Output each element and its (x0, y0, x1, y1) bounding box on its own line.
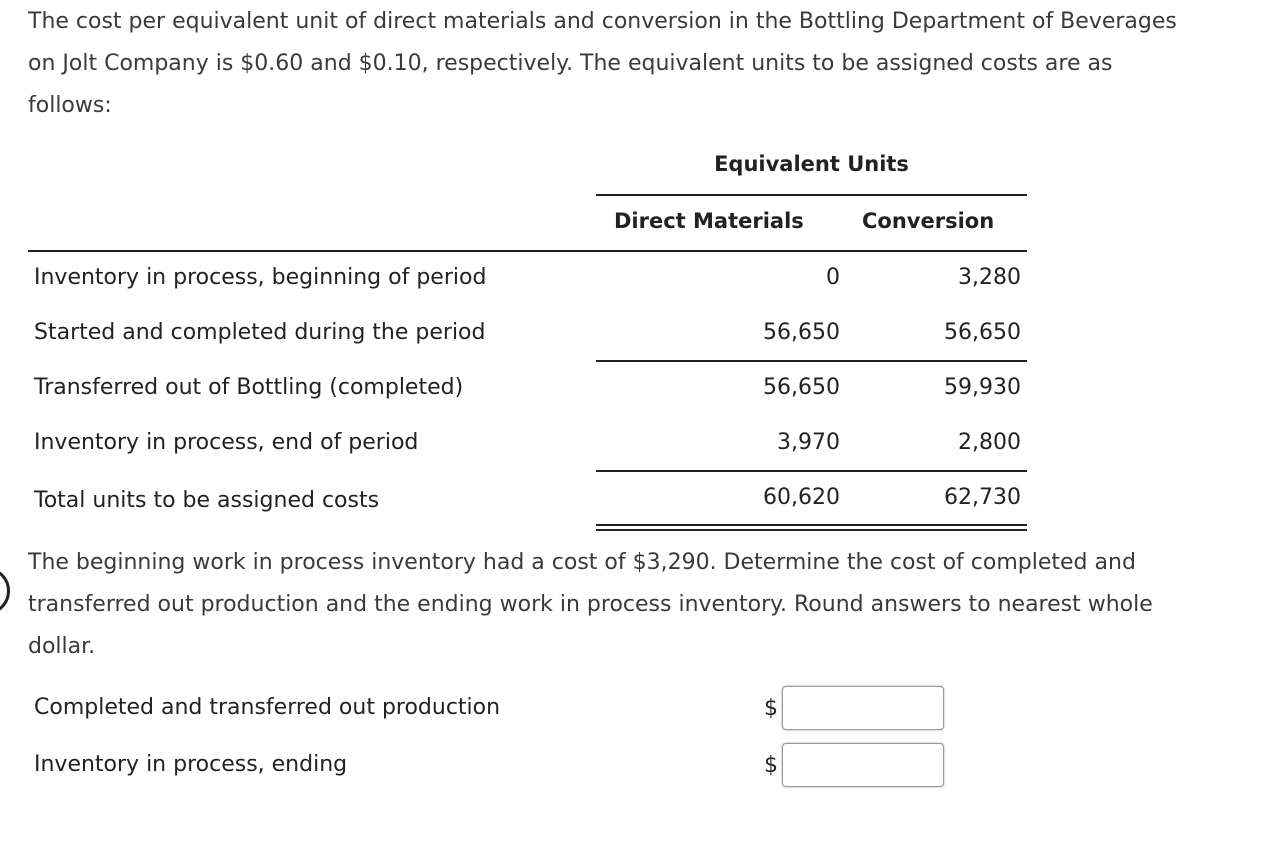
direct-materials-column-header: Direct Materials (614, 209, 804, 233)
ending-inventory-cost-input[interactable] (782, 743, 944, 787)
transferred-out-conversion: 59,930 (944, 375, 1021, 400)
started-completed-conversion: 56,650 (944, 320, 1021, 345)
row-label-ending-inventory: Inventory in process, end of period (34, 430, 419, 455)
total-rule (596, 470, 1027, 472)
answer-label-completed-transferred: Completed and transferred out production (34, 695, 501, 720)
dollar-sign: $ (764, 753, 778, 778)
row-label-total-units: Total units to be assigned costs (34, 488, 380, 513)
total-units-direct-materials: 60,620 (763, 485, 840, 510)
table-top-rule (28, 250, 1027, 252)
question-text: The beginning work in process inventory had a cost of $3,290. Determine the cost of completed and transferred out production and the ending work in process inventory. Round answers to nearest whole dollar. (28, 550, 1153, 659)
equivalent-units-header: Equivalent Units (714, 152, 909, 176)
completed-transferred-cost-input[interactable] (782, 686, 944, 730)
ending-inventory-conversion: 2,800 (958, 430, 1021, 455)
total-units-conversion: 62,730 (944, 485, 1021, 510)
answer-label-ending-inventory: Inventory in process, ending (34, 752, 348, 777)
row-label-started-and-completed: Started and completed during the period (34, 320, 486, 345)
problem-intro-text: The cost per equivalent unit of direct materials and conversion in the Bottling Department of Beverages on Jolt Company is $0.60 and $0.10, respectively. The equivalent units to be assigned costs are as follows: (28, 9, 1177, 118)
conversion-column-header: Conversion (862, 209, 995, 233)
started-completed-direct-materials: 56,650 (763, 320, 840, 345)
partial-circle-marker (0, 567, 10, 615)
beginning-inventory-direct-materials: 0 (826, 265, 840, 290)
transferred-out-direct-materials: 56,650 (763, 375, 840, 400)
row-label-transferred-out: Transferred out of Bottling (completed) (34, 375, 464, 400)
total-double-rule-bottom (596, 529, 1027, 531)
beginning-inventory-conversion: 3,280 (958, 265, 1021, 290)
dollar-sign: $ (764, 696, 778, 721)
subtotal-rule (596, 360, 1027, 362)
total-double-rule-top (596, 524, 1027, 526)
row-label-beginning-inventory: Inventory in process, beginning of period (34, 265, 487, 290)
ending-inventory-direct-materials: 3,970 (777, 430, 840, 455)
header-divider (596, 194, 1027, 196)
